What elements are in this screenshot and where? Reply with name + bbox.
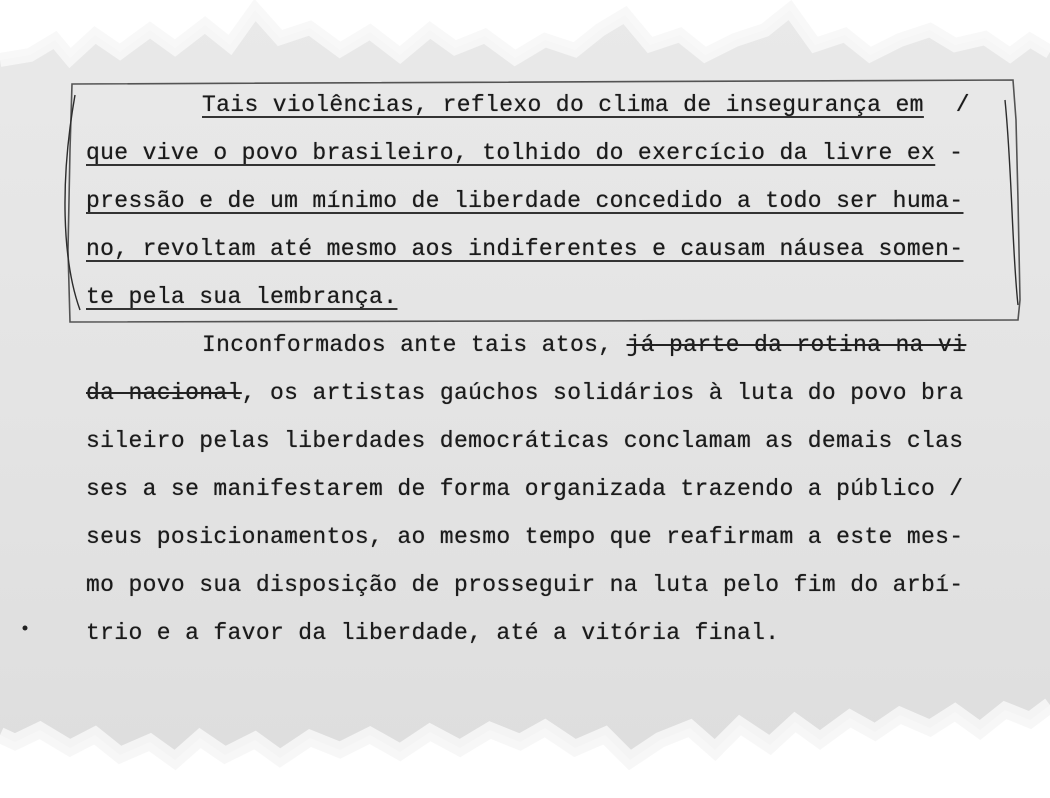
para2-line-1-struck: já parte da rotina na vi (626, 332, 967, 358)
para2-line-7 (86, 618, 779, 648)
para1-line-4-text: no, revoltam até mesmo aos indiferentes e causam náusea somen- (86, 236, 964, 262)
para2-line-5-text: seus posicionamentos, ao mesmo tempo que reafirmam a este mes- (86, 524, 964, 550)
para1-line-1 (202, 90, 970, 120)
para2-line-6-text: mo povo sua disposição de prosseguir na luta pelo fim do arbí- (86, 572, 964, 598)
para1-line-4 (86, 234, 963, 264)
ink-speck (23, 626, 28, 631)
para2-line-7-text: trio e a favor da liberdade, até a vitória final. (86, 620, 780, 646)
para2-line-5 (86, 522, 963, 552)
para1-line-3-text: pressão e de um mínimo de liberdade concedido a todo ser huma- (86, 188, 964, 214)
para2-line-4 (86, 474, 963, 504)
para1-line-5-text: te pela sua lembrança. (86, 284, 398, 310)
para2-line-1 (202, 330, 966, 360)
para1-line-2-mark: - (949, 140, 964, 166)
para2-line-2-text: , os artistas gaúchos solidários à luta do povo bra (241, 380, 964, 406)
para2-line-6 (86, 570, 963, 600)
para2-line-3-text: sileiro pelas liberdades democráticas conclamam as demais clas (86, 428, 964, 454)
para1-line-3 (86, 186, 963, 216)
para2-line-4-text: ses a se manifestarem de forma organizada trazendo a público / (86, 476, 964, 502)
para2-line-3 (86, 426, 963, 456)
para1-line-1-mark: / (955, 92, 970, 118)
para2-line-1-text: Inconformados ante tais atos, (202, 332, 627, 358)
para1-line-2-text: que vive o povo brasileiro, tolhido do exercício da livre ex (86, 140, 936, 166)
para1-line-1-text: Tais violências, reflexo do clima de insegurança em (202, 92, 924, 118)
para1-line-5 (86, 282, 397, 312)
para1-line-2 (86, 138, 963, 168)
para2-line-2-struck: da nacional (86, 380, 242, 406)
para2-line-2 (86, 378, 963, 408)
